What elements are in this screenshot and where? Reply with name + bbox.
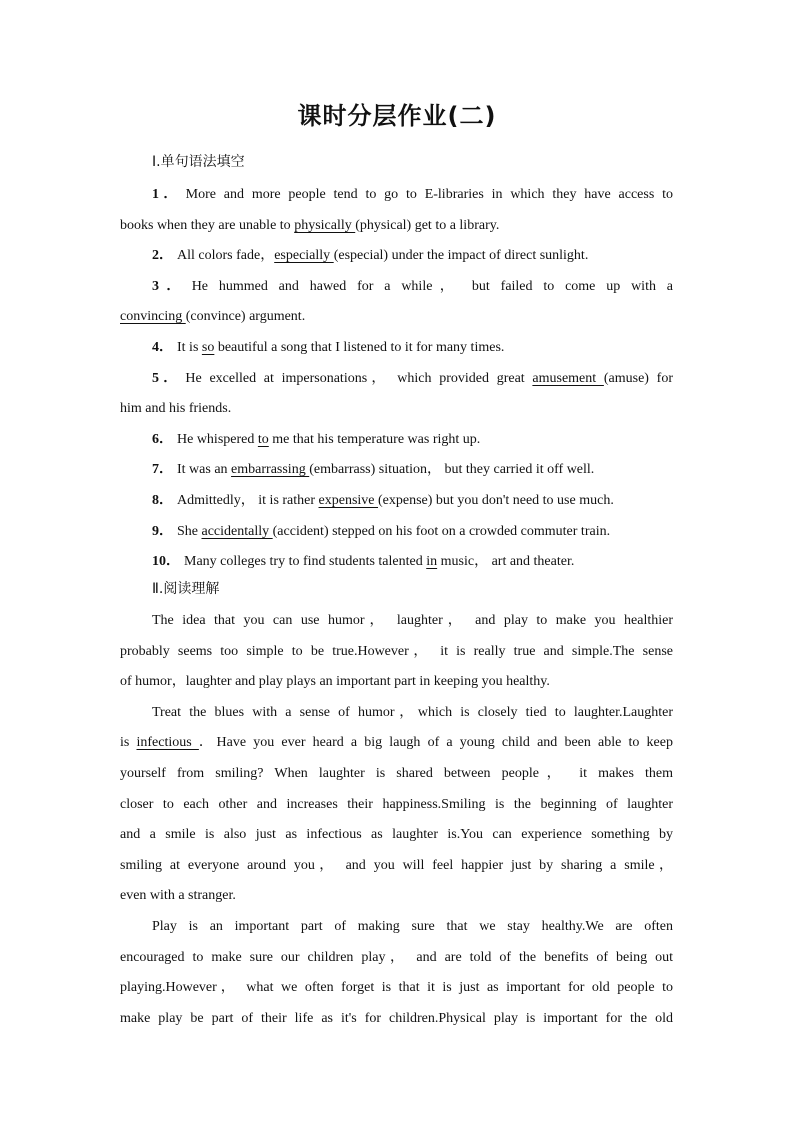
passage-line: yourself from smiling? When laughter is shared between people， it makes them [120,765,673,781]
passage-text: is [120,735,137,751]
passage-line [120,728,673,759]
item-text: Admittedly， it is rather [177,492,319,508]
item-number: 3． [152,278,188,294]
answer-blank: so [201,339,215,355]
item-text: He whispered [177,431,258,447]
section-heading-grammar: Ⅰ.单句语法填空 [152,154,245,170]
item-text: (expense) but you don't need to use much. [378,492,614,508]
item-text: (especial) under the impact of direct sunlight. [333,248,589,264]
passage-line: playing.However， what we often forget is that it is just as important for old people to [120,980,673,996]
item-text: Many colleges try to find students talented [184,554,427,570]
item-number: 6． [152,431,173,447]
item-text: She [177,523,202,539]
answer-blank: embarrassing [231,462,310,478]
answer-blank: accidentally [201,523,273,539]
passage-line: smiling at everyone around you， and you will feel happier just by sharing a smile， [120,857,673,873]
item-text: (convince) argument. [185,309,306,325]
exercise-item [120,486,673,517]
exercise-item-continuation [120,302,673,333]
passage-line: The idea that you can use humor， laughter， and play to make you healthier [152,613,673,628]
item-number: 9． [152,523,173,539]
item-number: 2． [152,248,173,264]
item-number: 1． [152,187,182,202]
item-number: 10． [152,554,180,570]
exercise-item [120,364,673,395]
answer-blank: physically [294,217,356,233]
exercise-item [120,241,673,272]
exercise-item [120,180,673,211]
item-number: 7． [152,462,173,478]
item-text: More and more people tend to go to E-libraries in which they have access to [185,187,673,202]
exercise-item [120,425,673,456]
passage-line: probably seems too simple to be true.However， it is really true and simple.The sense [120,643,673,659]
passage-line: Play is an important part of making sure that we stay healthy.We are often [152,918,673,934]
item-number: 5． [152,370,182,386]
reading-passage [120,606,673,1034]
item-text: (amuse) for [603,370,673,386]
answer-blank: to [257,431,269,447]
item-text: music， art and theater. [437,554,575,570]
item-text: It was an [177,462,232,478]
item-text: books when they are unable to [120,217,295,233]
page-title: 课时分层作业(二) [297,102,497,130]
exercise-item-continuation: him and his friends. [120,401,232,417]
passage-line: make play be part of their life as it's for children.Physical play is important for the old [120,1010,673,1026]
section-heading-reading: Ⅱ.阅读理解 [152,581,220,597]
item-number: 8． [152,492,173,508]
passage-line: and a smile is also just as infectious as laughter is.You can experience something by [120,827,673,843]
passage-line: even with a stranger. [120,888,236,904]
answer-blank: expensive [318,492,379,508]
passage-line: of humor，laughter and play plays an important part in keeping you healthy. [120,674,550,690]
answer-blank: amusement [532,370,604,386]
answer-blank: especially [274,248,334,264]
exercise-item [120,517,673,548]
item-text: beautiful a song that I listened to it for many times. [214,339,505,355]
passage-line: Treat the blues with a sense of humor，which is closely tied to laughter.Laughter [152,704,673,720]
answer-blank: infectious [136,735,199,751]
exercise-item [120,333,673,364]
passage-line: encouraged to make sure our children play， and are told of the benefits of being out [120,949,673,965]
item-text: me that his temperature was right up. [268,431,481,447]
answer-blank: convincing [120,309,186,325]
exercise-item [120,547,673,578]
exercise-item [120,455,673,486]
exercise-item [120,272,673,303]
answer-blank: in [426,554,438,570]
item-text: He hummed and hawed for a while， but failed to come up with a [191,278,673,294]
item-text: (accident) stepped on his foot on a crowded commuter train. [272,523,611,539]
passage-line: closer to each other and increases their happiness.Smiling is the beginning of laughter [120,796,673,812]
item-text: (physical) get to a library. [355,217,500,233]
item-text: All colors fade， [177,248,275,264]
grammar-exercise-list [120,180,673,578]
exercise-item-continuation [120,211,673,242]
item-number: 4． [152,339,173,355]
item-text: He excelled at impersonations， which provided great [185,370,533,386]
item-text: (embarrass) situation， but they carried it off well. [309,462,595,478]
passage-text: ．Have you ever heard a big laugh of a young child and been able to keep [198,735,673,751]
item-text: It is [177,339,202,355]
